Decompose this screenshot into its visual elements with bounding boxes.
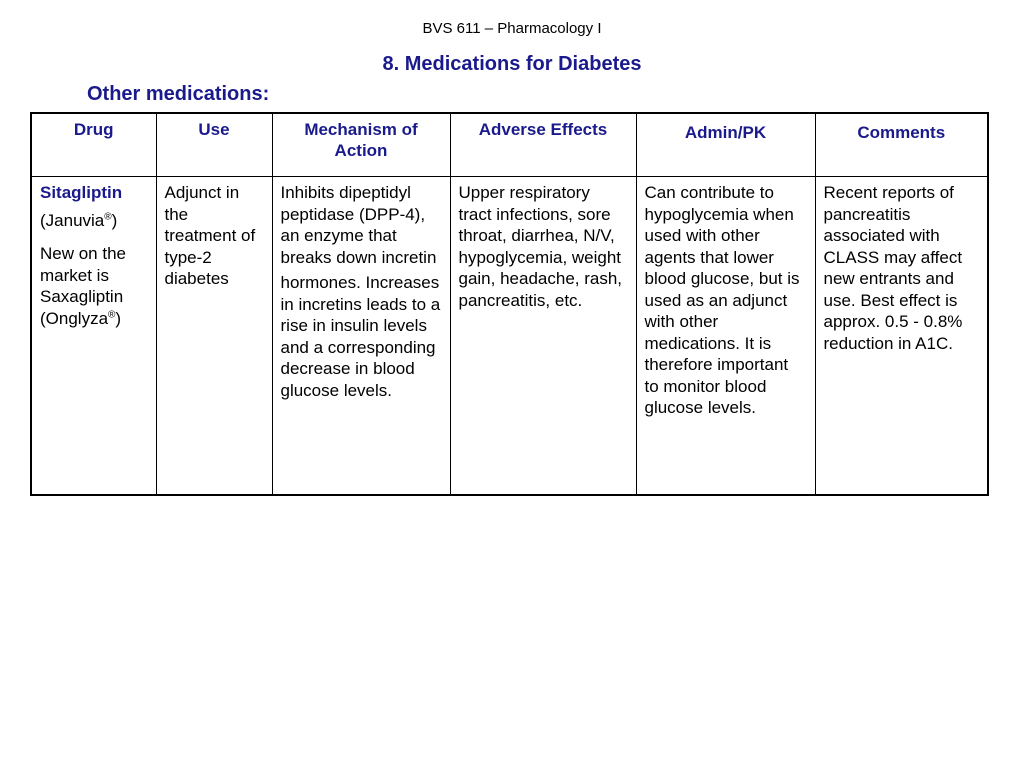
registered-mark: ® [108, 308, 116, 320]
cell-drug [31, 177, 156, 496]
table-header-row [31, 113, 988, 177]
drug-new-note-text: New on the market is Saxagliptin (Onglyza [40, 244, 126, 328]
drug-new-note-close: ) [115, 308, 122, 328]
column-header-drug: Drug [31, 113, 156, 177]
cell-mechanism [272, 177, 450, 496]
page-title: 8. Medications for Diabetes [382, 53, 642, 75]
drug-name: Sitagliptin [40, 183, 123, 202]
column-header-comments: Comments [815, 113, 988, 177]
drug-brand [40, 210, 148, 232]
section-heading: Other medications: [87, 83, 270, 105]
course-header: BVS 611 – Pharmacology I [422, 20, 602, 37]
drug-brand-close: ) [111, 210, 118, 230]
column-header-use: Use [156, 113, 272, 177]
registered-mark: ® [104, 210, 112, 222]
mechanism-text-1: Inhibits dipeptidyl peptidase (DPP-4), an enzyme that breaks down incretin [280, 183, 437, 267]
drug-new-note [40, 243, 148, 329]
mechanism-text-2: hormones. Increases in incretins leads to a rise in insulin levels and a corresponding decrease in blood glucose levels. [280, 273, 441, 400]
cell-admin-pk: Can contribute to hypoglycemia when used with other agents that lower blood glucose, but is used as an adjunct with other medications. It is therefore important to monitor blood glucose levels. [636, 177, 815, 496]
column-header-mechanism: Mechanism of Action [272, 113, 450, 177]
cell-use: Adjunct in the treatment of type-2 diabetes [156, 177, 272, 496]
drug-brand-text: (Januvia [40, 210, 105, 230]
column-header-adverse-effects: Adverse Effects [450, 113, 636, 177]
column-header-admin-pk: Admin/PK [636, 113, 815, 177]
cell-comments: Recent reports of pancreatitis associated with CLASS may affect new entrants and use. Best effect is approx. 0.5 - 0.8% reduction in A1C. [815, 177, 988, 496]
cell-adverse-effects: Upper respiratory tract infections, sore throat, diarrhea, N/V, hypoglycemia, weight gain, headache, rash, pancreatitis, etc. [450, 177, 636, 496]
medications-table [30, 112, 989, 496]
table-row [31, 177, 988, 496]
